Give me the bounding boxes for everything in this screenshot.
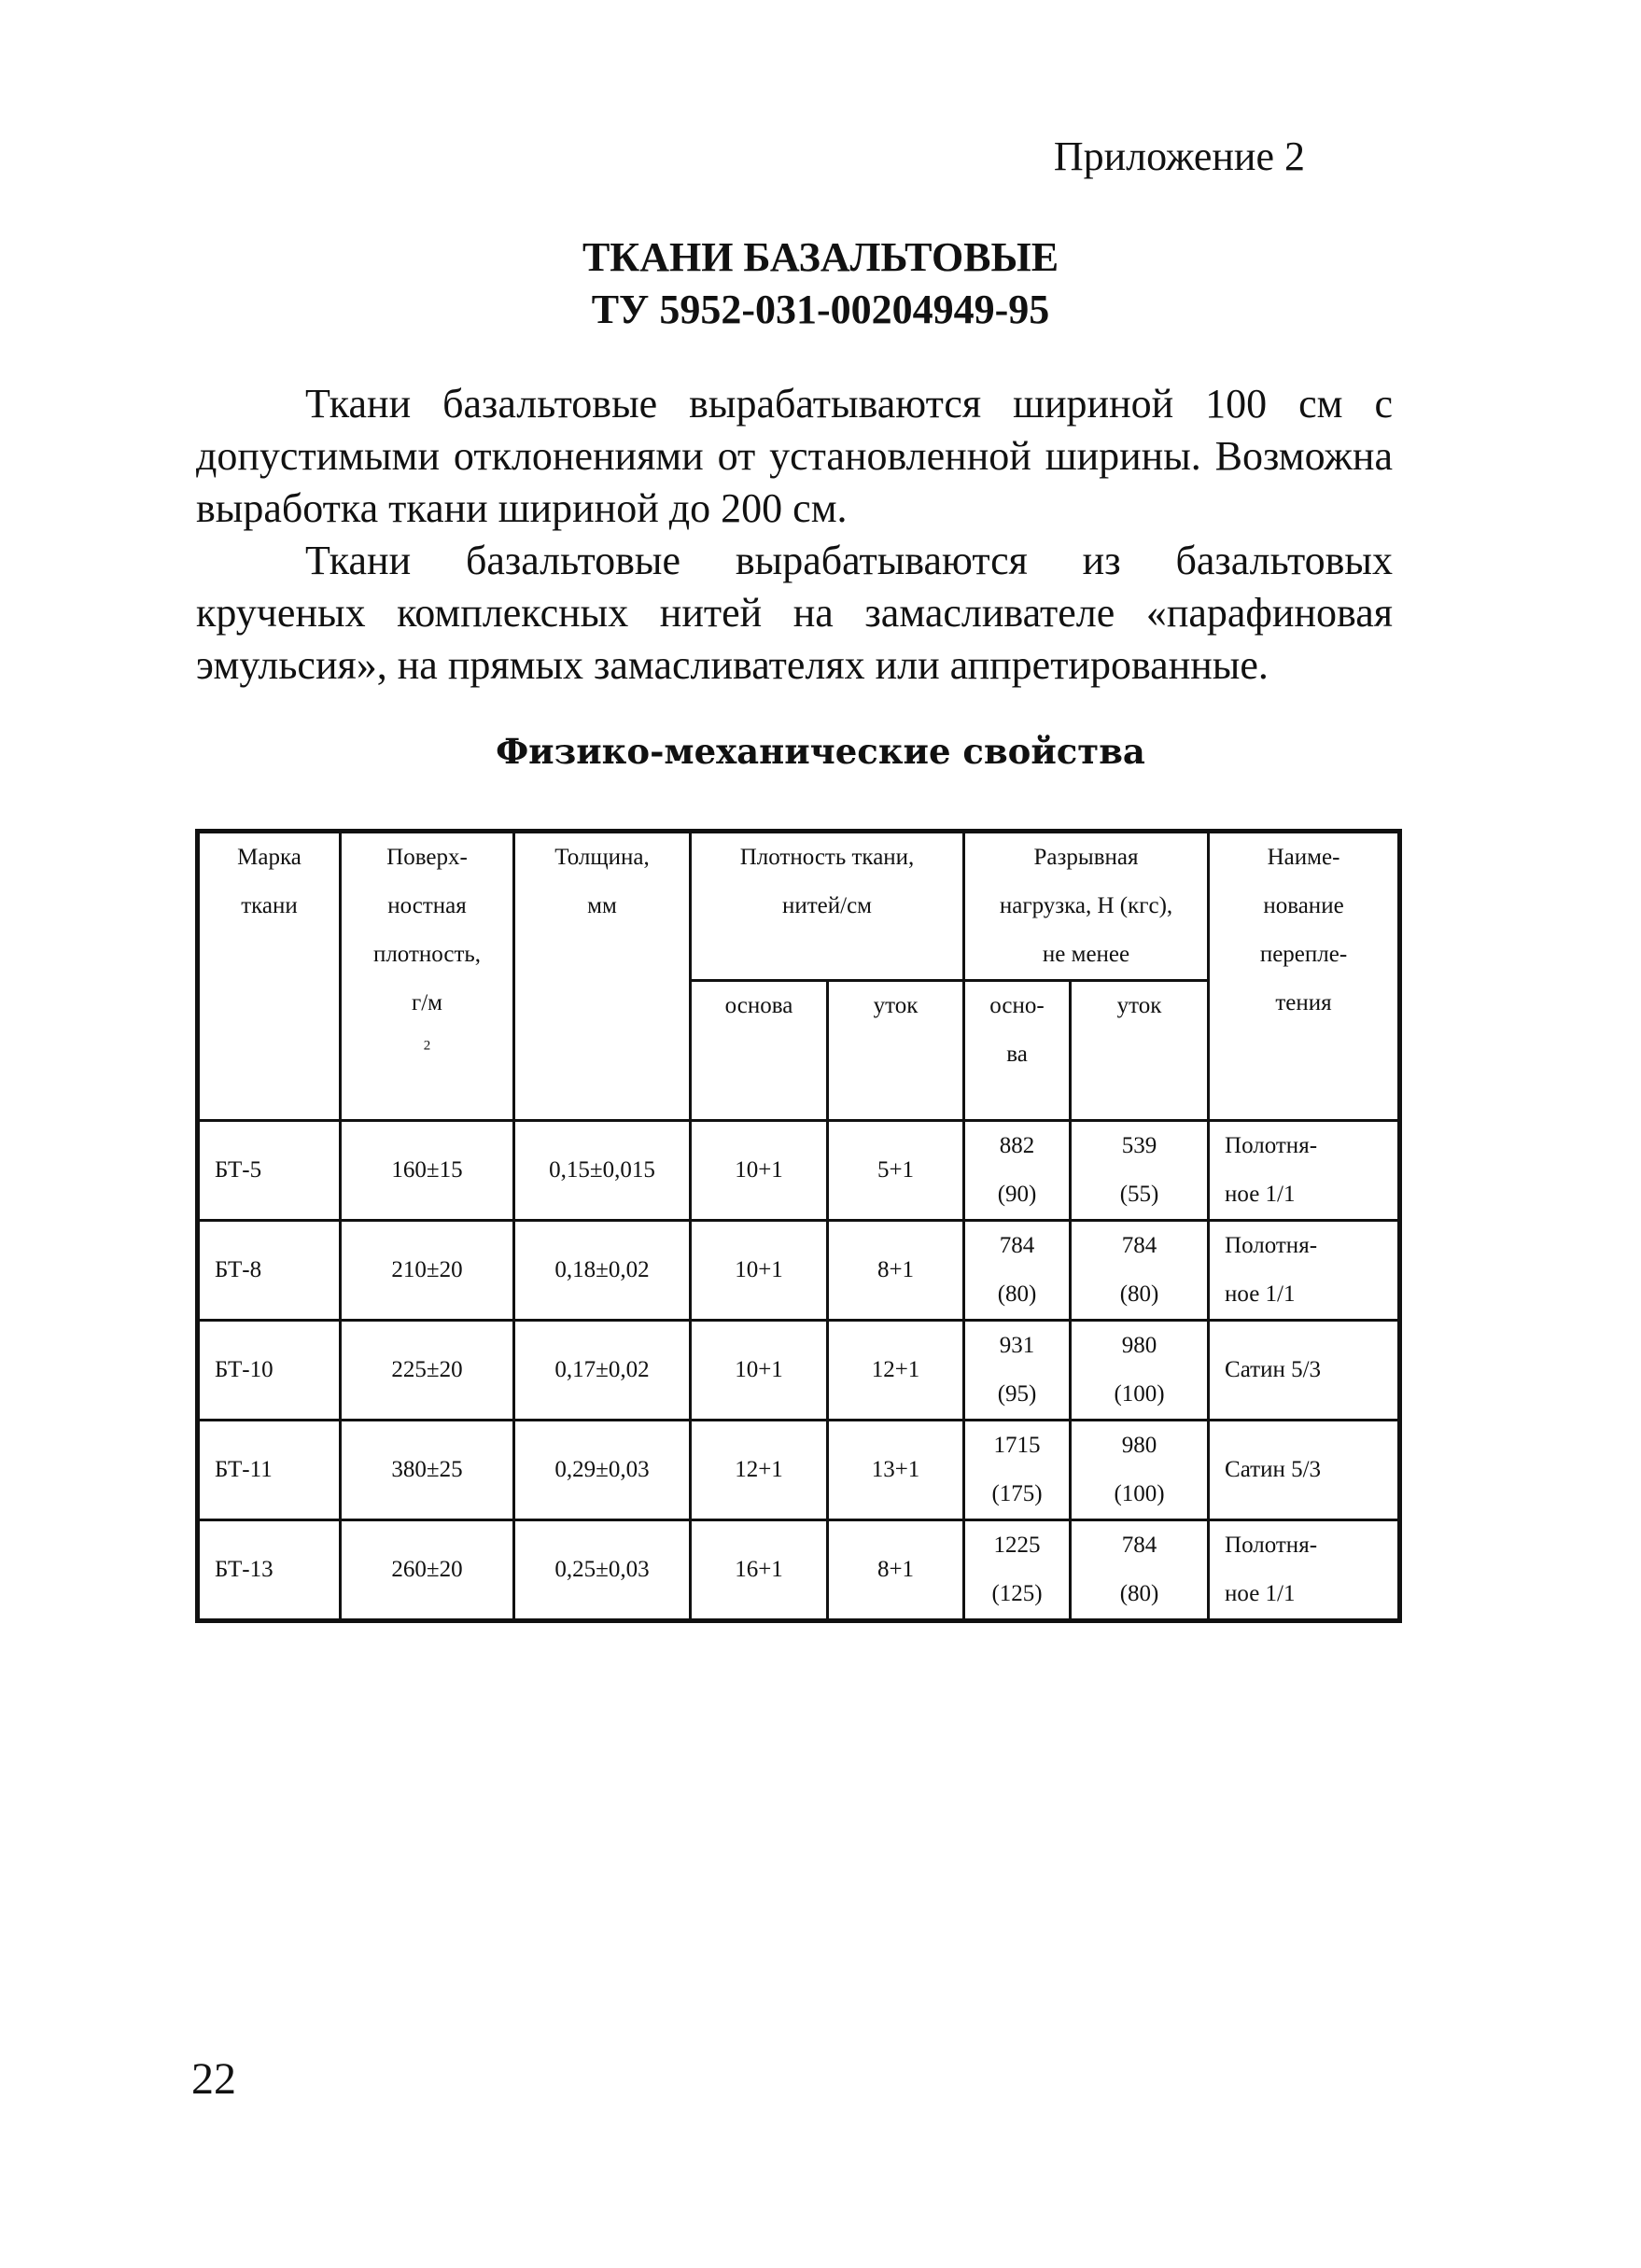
cell-surface: 380±25: [341, 1421, 514, 1520]
page-number: 22: [191, 2054, 236, 2104]
cell-load-warp: 1225 (125): [964, 1520, 1071, 1621]
cell-surface: 260±20: [341, 1520, 514, 1621]
cell-thickness: 0,17±0,02: [514, 1321, 691, 1421]
cell-thickness: 0,25±0,03: [514, 1520, 691, 1621]
properties-table: [195, 829, 1402, 1623]
cell-brand: БТ-11: [198, 1421, 341, 1520]
cell-load-weft: 784 (80): [1071, 1221, 1209, 1321]
title-line-1: ТКАНИ БАЗАЛЬТОВЫЕ: [582, 234, 1059, 280]
cell-load-weft: 784 (80): [1071, 1520, 1209, 1621]
appendix-label: Приложение 2: [1053, 133, 1305, 179]
cell-surface: 210±20: [341, 1221, 514, 1321]
header-thickness: Толщина, мм: [514, 832, 691, 1121]
cell-thickness: 0,15±0,015: [514, 1121, 691, 1221]
table-row: [198, 1421, 1400, 1520]
header-breaking-load: Разрывная нагрузка, Н (кгс), не менее: [964, 832, 1209, 981]
header-surface-density: Поверх- ностная плотность, г/м $^2$: [341, 832, 514, 1121]
header-density-warp: основа: [691, 981, 828, 1121]
cell-weave: Полотня- ное 1/1: [1209, 1520, 1400, 1621]
cell-thickness: 0,29±0,03: [514, 1421, 691, 1520]
header-weave: Наиме- нование перепле- тения: [1209, 832, 1400, 1121]
cell-weft: 5+1: [828, 1121, 964, 1221]
header-load-warp: осно- ва: [964, 981, 1071, 1121]
header-fabric-density: Плотность ткани, нитей/см: [691, 832, 964, 981]
cell-surface: 225±20: [341, 1321, 514, 1421]
cell-surface: 160±15: [341, 1121, 514, 1221]
header-brand: Марка ткани: [198, 832, 341, 1121]
cell-load-weft: 980 (100): [1071, 1321, 1209, 1421]
title-line-2: ТУ 5952-031-00204949-95: [591, 287, 1050, 332]
cell-weave: Полотня- ное 1/1: [1209, 1121, 1400, 1221]
cell-warp: 10+1: [691, 1221, 828, 1321]
cell-weft: 12+1: [828, 1321, 964, 1421]
surface-unit: г/м: [411, 990, 443, 1015]
cell-weft: 8+1: [828, 1221, 964, 1321]
cell-load-warp: 1715 (175): [964, 1421, 1071, 1520]
cell-weave: Полотня- ное 1/1: [1209, 1221, 1400, 1321]
cell-load-warp: 931 (95): [964, 1321, 1071, 1421]
document-title: [0, 231, 1641, 336]
table-title: Физико-механические свойства: [496, 731, 1145, 772]
cell-load-weft: 980 (100): [1071, 1421, 1209, 1520]
cell-brand: БТ-13: [198, 1520, 341, 1621]
cell-warp: 10+1: [691, 1321, 828, 1421]
cell-load-weft: 539 (55): [1071, 1121, 1209, 1221]
cell-weave: Сатин 5/3: [1209, 1421, 1400, 1520]
cell-weft: 8+1: [828, 1520, 964, 1621]
cell-load-warp: 882 (90): [964, 1121, 1071, 1221]
table-row: [198, 1221, 1400, 1321]
cell-warp: 16+1: [691, 1520, 828, 1621]
header-density-weft: уток: [828, 981, 964, 1121]
cell-brand: БТ-8: [198, 1221, 341, 1321]
surface-unit-exponent: 2: [423, 1038, 431, 1054]
cell-weft: 13+1: [828, 1421, 964, 1520]
cell-brand: БТ-10: [198, 1321, 341, 1421]
cell-brand: БТ-5: [198, 1121, 341, 1221]
cell-warp: 12+1: [691, 1421, 828, 1520]
table-row: [198, 1520, 1400, 1621]
header-load-weft: уток: [1071, 981, 1209, 1121]
paragraph-width: Ткани базальтовые вырабатываются шириной 100 см с допустимыми отклонениями от установленной ширины. Возможна выработка ткани шириной до 200 см.: [196, 381, 1393, 531]
cell-thickness: 0,18±0,02: [514, 1221, 691, 1321]
table-row: [198, 1321, 1400, 1421]
cell-load-warp: 784 (80): [964, 1221, 1071, 1321]
cell-weave: Сатин 5/3: [1209, 1321, 1400, 1421]
cell-warp: 10+1: [691, 1121, 828, 1221]
paragraph-composition: Ткани базальтовые вырабатываются из базальтовых крученых комплексных нитей на замасливателе «парафиновая эмульсия», на прямых замасливателях или аппретированные.: [196, 538, 1393, 688]
table-row: [198, 1121, 1400, 1221]
